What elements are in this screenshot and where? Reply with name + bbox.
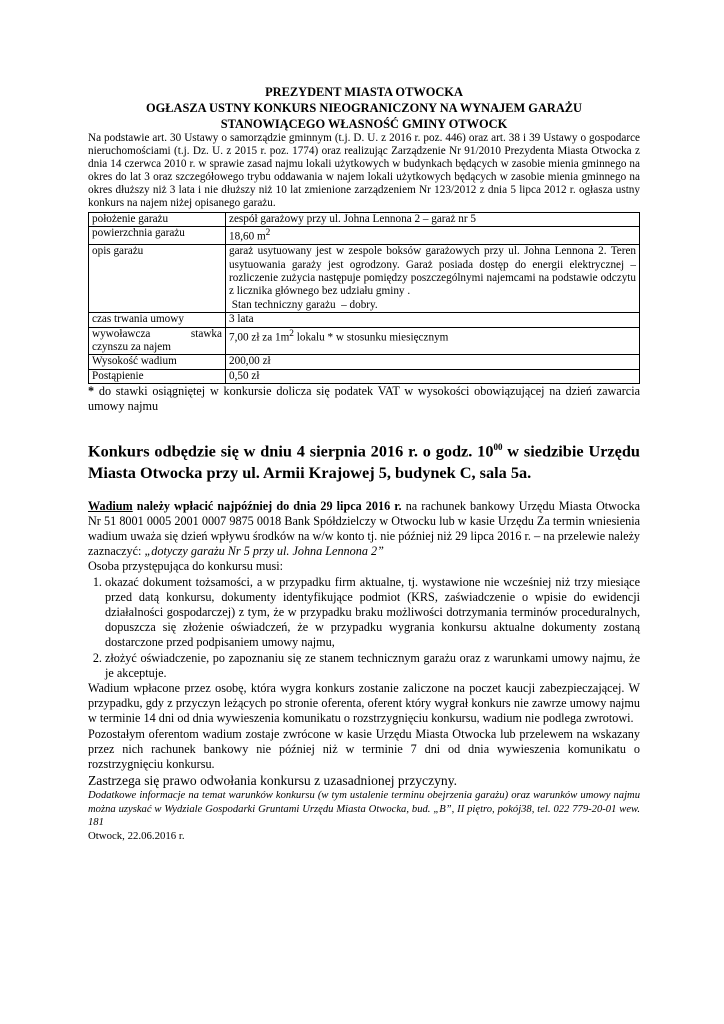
wadium-text: na rachunek bankowy Urzędu Miasta Otwocka Nr 51 8001 0005 2001 0007 9875 0018 Bank Spółdzielczy w Otwocku lub w kasie Urzędu Za termin wniesienia wadium uważa się dzień wpływu środków na w/w konto tj. nie później niż 29 lipca 2016 r. – na przelewie należy zaznaczyć: — [88, 498, 640, 559]
condition-value: Stan techniczny garażu – dobry. — [229, 298, 378, 311]
announcement-document — [88, 84, 640, 843]
description-cell — [226, 245, 640, 313]
garage-details-table — [88, 212, 640, 385]
table-row — [89, 313, 640, 327]
list-item: 2. złożyć oświadczenie, po zapoznaniu się ze stanem technicznym garażu oraz z warunkami umowy najmu, że je akceptuje. — [105, 651, 640, 681]
area-value: 18,60 m — [229, 230, 266, 243]
header-line-1: PREZYDENT MIASTA OTWOCKA — [265, 85, 463, 99]
rate-label-cell — [89, 327, 226, 355]
headline-time-superscript: 00 — [493, 442, 503, 453]
deposit-label: Wysokość wadium — [89, 355, 226, 369]
rate-label-line-2: czynszu za najem — [92, 340, 171, 353]
list-item: 1. okazać dokument tożsamości, a w przypadku firm aktualne, tj. wystawione nie wcześniej niż trzy miesiące przed datą konkursu, dokumenty identyfikujące podmiot (KRS, zaświadczenie o wpisie do ewidencji działalności gospodarczej) z tym, że w przypadku braku możliwości dotrzymania terminów proceduralnych, dopuszcza się złożenie oświadczeń, że w przypadku wygrania konkursu aktualne dokumenty zostaną dostarczone przed podpisaniem umowy najmu, — [105, 575, 640, 651]
header-line-3: STANOWIĄCEGO WŁASNOŚĆ GMINY OTWOCK — [220, 117, 508, 131]
rate-value-post: lokalu * w stosunku miesięcznym — [293, 331, 449, 344]
headline-part-2: w siedzibie Urzędu Miasta Otwocka przy ul. Armii Krajowej 5, budynek C, sala 5a. — [88, 441, 640, 482]
rate-label-word-2: stawka — [190, 327, 222, 340]
wadium-deadline: należy wpłacić najpóźniej do dnia 29 lipca 2016 r. — [132, 498, 402, 513]
duration-label: czas trwania umowy — [89, 313, 226, 327]
deposit-value: 200,00 zł — [226, 355, 640, 369]
area-unit-superscript: 2 — [265, 227, 271, 238]
bid-step-label: Postąpienie — [89, 369, 226, 383]
vat-note — [88, 384, 640, 414]
headline-part-1: Konkurs odbędzie się w dniu 4 sierpnia 2016 r. o godz. 10 — [88, 441, 494, 461]
deposit-rules-paragraph: Wadium wpłacone przez osobę, która wygra konkurs zostanie zaliczone na poczet kaucji zabezpieczającej. W przypadku, gdy z przyczyn leżących po stronie oferenta, oferent który wygrał konkurs nie zawrze umowy najmu w terminie 14 dni od dnia wywieszenia komunikatu o rozstrzygnięciu konkursu, wadium nie podlega zwrotowi. — [88, 681, 640, 726]
table-row — [89, 245, 640, 313]
rate-label-word-1: wywoławcza — [92, 327, 151, 340]
wadium-word: Wadium — [88, 498, 133, 513]
extra-info-paragraph: Dodatkowe informacje na temat warunków konkursu (w tym ustalenie terminu obejrzenia garażu) oraz warunków umowy najmu można uzyskać w Wydziale Gospodarki Gruntami Urzędu Miasta Otwocka, bud. „B”, II piętro, pokój38, tel. 022 779-20-01 wew. 181 — [88, 790, 640, 829]
header-line-2: OGŁASZA USTNY KONKURS NIEOGRANICZONY NA WYNAJEM GARAŻU — [145, 101, 583, 115]
table-row — [89, 355, 640, 369]
place-and-date: Otwock, 22.06.2016 r. — [88, 830, 185, 843]
rate-unit-superscript: 2 — [289, 328, 294, 339]
description-label: opis garażu — [89, 245, 226, 313]
table-row — [89, 327, 640, 355]
location-label: położenie garażu — [89, 212, 226, 226]
table-row — [89, 212, 640, 226]
rate-value-pre: 7,00 zł za 1m — [229, 331, 290, 344]
area-value-cell — [226, 226, 640, 244]
wadium-paragraph — [88, 499, 640, 560]
competition-date-headline — [88, 437, 640, 482]
area-label: powierzchnia garażu — [89, 226, 226, 244]
reserve-right-statement: Zastrzega się prawo odwołania konkursu z uzasadnionej przyczyny. — [88, 773, 458, 789]
description-value: garaż usytuowany jest w zespole boksów garażowych przy ul. Johna Lennona 2. Teren usytuowania garaży jest ogrodzony. Garaż posiada dostęp do energii elektrycznej – rozliczenie zużycia następuje pomiędzy poszczególnymi najemcami na podstawie odczytu z licznika głównego bez udziału gminy . — [229, 245, 636, 298]
conditions-list — [88, 575, 640, 681]
rate-value-cell — [226, 327, 640, 355]
duration-value: 3 lata — [226, 313, 640, 327]
vat-note-text: do stawki osiągniętej w konkursie dolicza się podatek VAT w wysokości obowiązującej na dzień zawarcia umowy najmu — [88, 384, 640, 414]
table-row — [89, 369, 640, 383]
refund-rules-paragraph: Pozostałym oferentom wadium zostaje zwrócone w kasie Urzędu Miasta Otwocka lub przelewem na wskazany przez nich rachunek bankowy nie później niż w terminie 7 dni od dnia wywieszenia komunikatu o rozstrzygnięciu konkursu. — [88, 726, 640, 772]
wadium-transfer-title: „dotyczy garażu Nr 5 przy ul. Johna Lennona 2” — [144, 544, 384, 559]
vat-note-star: * — [88, 384, 95, 399]
bid-step-value: 0,50 zł — [226, 369, 640, 383]
legal-basis-paragraph: Na podstawie art. 30 Ustawy o samorządzie gminnym (t.j. D. U. z 2016 r. poz. 446) oraz art. 38 i 39 Ustawy o gospodarce nieruchomościami (t.j. Dz. U. z 2015 r. poz. 1774) oraz realizując Zarządzenie Nr 91/2010 Prezydenta Miasta Otwocka z dnia 14 czerwca 2010 r. w sprawie zasad najmu lokali użytkowych w budynkach będących w zasobie mienia gminnego na okres do lat 3 oraz szczegółowego trybu oddawania w najem lokali użytkowych będących w zasobie mienia gminnego na okres dłuższy niż 3 lata i nie dłuższy niż 10 lat zmienione zarządzeniem Nr 123/2012 z dnia 5 lipca 2012 r. ogłasza ustny konkurs na najem niżej opisanego garażu. — [88, 132, 640, 210]
table-row — [89, 226, 640, 244]
location-value: zespół garażowy przy ul. Johna Lennona 2 – garaż nr 5 — [226, 212, 640, 226]
conditions-intro: Osoba przystępująca do konkursu musi: — [88, 559, 283, 574]
